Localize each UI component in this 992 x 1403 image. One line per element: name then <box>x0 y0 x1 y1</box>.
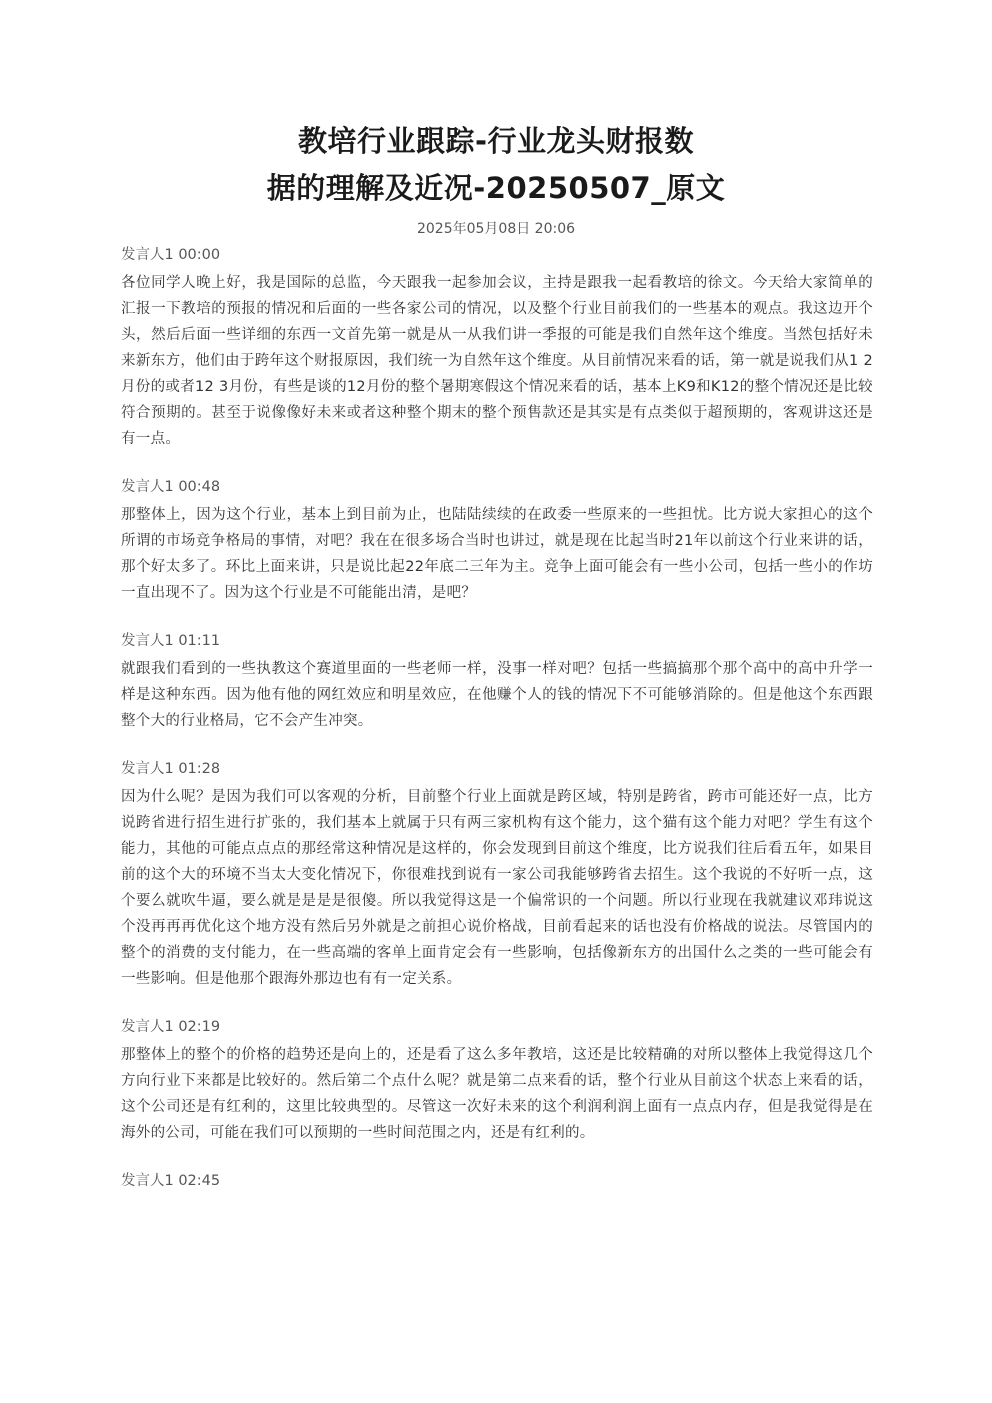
segment-text: 因为什么呢？是因为我们可以客观的分析，目前整个行业上面就是跨区域，特别是跨省，跨市可能还好一点，比方说跨省进行招生进行扩张的，我们基本上就属于只有两三家机构有这个能力，这个猫有这个能力对吧？学生有这个能力，其他的可能点点点的那经常这种情况是这样的，你会发现到目前这个维度，比方说我们往后看五年，如果目前的这个大的环境不当太大变化情况下，你很难找到说有一家公司我能够跨省去招生。这个我说的不好听一点，这个要么就吹牛逼，要么就是是是是很傻。所以我觉得这是一个偏常识的一个问题。所以行业现在我就建议邓玮说这个没再再再优化这个地方没有然后另外就是之前担心说价格战，目前看起来的话也没有价格战的说法。尽管国内的整个的消费的支付能力，在一些高端的客单上面肯定会有一些影响，包括像新东方的出国什么之类的一些可能会有一些影响。但是他那个跟海外那边也有有一定关系。 <box>121 789 873 987</box>
segment-text: 就跟我们看到的一些执教这个赛道里面的一些老师一样，没事一样对吧？包括一些搞搞那个那个高中的高中升学一样是这种东西。因为他有他的网红效应和明星效应，在他赚个人的钱的情况下不可能够消除的。但是他这个东西跟整个大的行业格局，它不会产生冲突。 <box>121 661 873 729</box>
segment-text: 那整体上，因为这个行业，基本上到目前为止，也陆陆续续的在政委一些原来的一些担忧。比方说大家担心的这个所谓的市场竞争格局的事情，对吧？我在在很多场合当时也讲过，就是现在比起当时21年以前这个行业来讲的话，那个好太多了。环比上面来讲，只是说比起22年底二三年为主。竞争上面可能会有一些小公司，包括一些小的作坊一直出现不了。因为这个行业是不可能能出清，是吧？ <box>121 507 873 601</box>
segment-text: 各位同学人晚上好，我是国际的总监，今天跟我一起参加会议，主持是跟我一起看教培的徐文。今天给大家简单的汇报一下教培的预报的情况和后面的一些各家公司的情况，以及整个行业目前我们的一些基本的观点。我这边开个头，然后后面一些详细的东西一文首先第一就是从一从我们讲一季报的可能是我们自然年这个维度。当然包括好未来新东方，他们由于跨年这个财报原因，我们统一为自然年这个维度。从目前情况来看的话，第一就是说我们从1 2月份的或者12 3月份，有些是谈的12月份的整个暑期寒假这个情况来看的话，基本上K9和K12的整个情况还是比较符合预期的。甚至于说像像好未来或者这种整个期末的整个预售款还是其实是有点类似于超预期的，客观讲这还是有一点。 <box>121 275 873 447</box>
speaker-timestamp: 发言人1 00:48 <box>121 479 221 495</box>
speaker-timestamp: 发言人1 00:00 <box>121 247 221 263</box>
transcript-body <box>121 244 873 1216</box>
transcript-segment <box>121 244 873 452</box>
segment-text: 那整体上的整个的价格的趋势还是向上的，还是看了这么多年教培，这还是比较精确的对所以整体上我觉得这几个方向行业下来都是比较好的。然后第二个点什么呢？就是第二点来看的话，整个行业从目前这个状态上来看的话，这个公司还是有红利的，这里比较典型的。尽管这一次好未来的这个利润利润上面有一点点内存，但是我觉得是在海外的公司，可能在我们可以预期的一些时间范围之内，还是有红利的。 <box>121 1047 873 1141</box>
transcript-segment <box>121 630 873 734</box>
transcript-segment <box>121 1170 873 1192</box>
transcript-segment <box>121 476 873 606</box>
document-title <box>0 118 992 212</box>
transcript-segment <box>121 1016 873 1146</box>
title-line-2: 据的理解及近况-20250507_原文 <box>266 171 726 205</box>
speaker-timestamp: 发言人1 02:45 <box>121 1173 221 1189</box>
document-date: 2025年05月08日 20:06 <box>416 221 576 237</box>
transcript-segment <box>121 758 873 992</box>
speaker-timestamp: 发言人1 01:11 <box>121 633 221 649</box>
speaker-timestamp: 发言人1 01:28 <box>121 761 221 777</box>
title-line-1: 教培行业跟踪-行业龙头财报数 <box>297 124 695 158</box>
speaker-timestamp: 发言人1 02:19 <box>121 1019 221 1035</box>
